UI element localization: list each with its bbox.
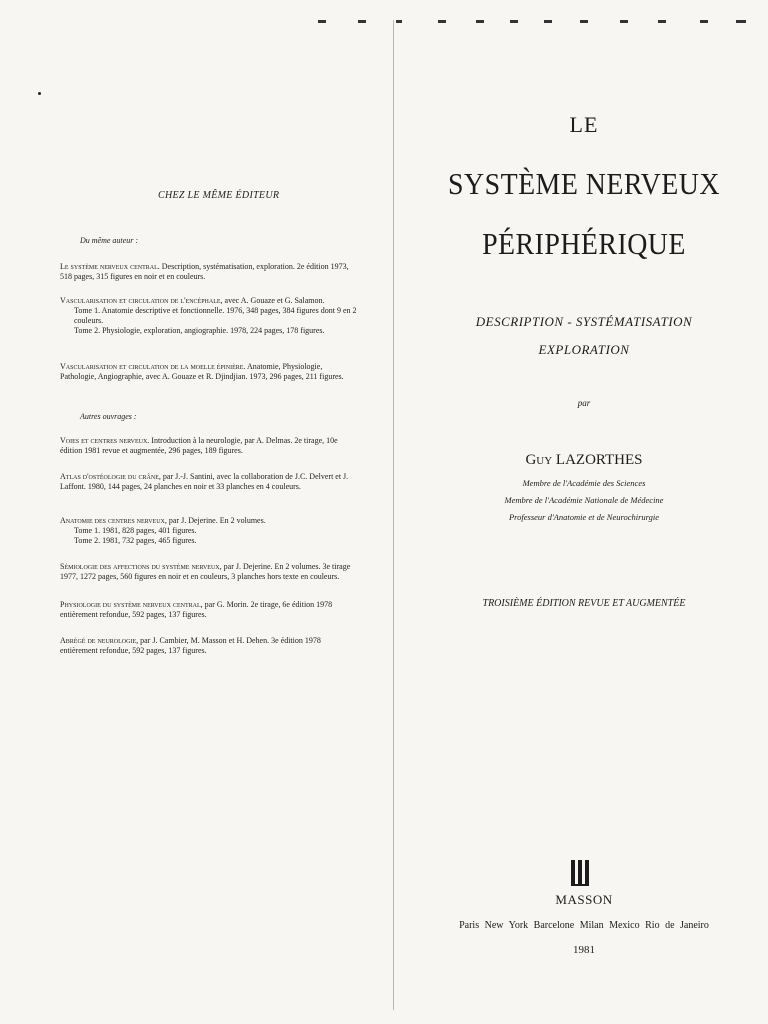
bibliography-entry: Vascularisation et circulation de l'encéphale, avec A. Gouaze et G. Salamon. Tome 1. Anatomie descriptive et fonctionnelle. 1976, 348 pages, 384 figures dont 9 en 2 couleurs. Tome 2. Physiologie, exploration, angiographie. 1978, 224 pages, 178 figures. — [60, 296, 357, 335]
scan-artifact — [620, 20, 628, 23]
scan-artifact — [396, 20, 402, 23]
by-label: par — [577, 398, 591, 408]
bibliography-entry: Voies et centres nerveux. Introduction à la neurologie, par A. Delmas. 2e tirage, 10e édition 1981 revue et augmentée, 296 pages, 189 figures. — [60, 436, 338, 455]
subtitle-line-2: EXPLORATION — [538, 342, 630, 357]
scan-artifact — [700, 20, 708, 23]
title-article: LE — [569, 112, 599, 137]
author-affiliation: Membre de l'Académie Nationale de Médecine — [504, 495, 664, 505]
scan-artifact — [544, 20, 552, 23]
scan-artifact — [476, 20, 484, 23]
scan-artifact — [318, 20, 326, 23]
other-works-subheading: Autres ouvrages : — [80, 412, 137, 421]
bibliography-entry: Physiologie du système nerveux central, par G. Morin. 2e tirage, 6e édition 1978 entièrement refondue, 592 pages, 137 figures. — [60, 600, 333, 619]
scan-artifact — [510, 20, 518, 23]
publisher-cities: Paris New York Barcelone Milan Mexico Rio de Janeiro — [459, 920, 709, 931]
edition-note: TROISIÈME ÉDITION REVUE ET AUGMENTÉE — [482, 598, 686, 609]
scan-artifact — [438, 20, 446, 23]
author-affiliation: Professeur d'Anatomie et de Neurochirurgie — [508, 512, 660, 522]
scan-artifact — [580, 20, 588, 23]
bibliography-entry: Le système nerveux central. Description, systématisation, exploration. 2e édition 1973, 518 pages, 315 figures en noir et en couleurs. — [60, 262, 349, 281]
author-affiliation: Membre de l'Académie des Sciences — [522, 478, 646, 488]
scan-artifact — [358, 20, 366, 23]
bibliography-entry: Anatomie des centres nerveux, par J. Dejerine. En 2 volumes. Tome 1. 1981, 828 pages, 401 figures. Tome 2. 1981, 732 pages, 465 figures. — [60, 516, 266, 545]
bibliography-entry: Atlas d'ostéologie du crâne, par J.-J. Santini, avec la collaboration de J.C. Delvert et J. Laffont. 1980, 144 pages, 24 planches en noir et 33 planches en 4 couleurs. — [60, 472, 349, 491]
author-name: Guy LAZORTHES — [525, 452, 643, 468]
subtitle-line-1: DESCRIPTION - SYSTÉMATISATION — [475, 314, 693, 329]
bibliography-entry: Sémiologie des affections du système nerveux, par J. Dejerine. En 2 volumes. 3e tirage 1977, 1272 pages, 560 figures en noir et en couleurs, 3 planches hors texte en couleurs. — [60, 562, 351, 581]
scan-artifact — [658, 20, 666, 23]
scan-artifact — [736, 20, 746, 23]
title-line-1: SYSTÈME NERVEUX — [448, 166, 720, 201]
bibliography-entry: Abrégé de neurologie, par J. Cambier, M. Masson et H. Dehen. 3e édition 1978 entièrement refondue, 592 pages, 137 figures. — [60, 636, 321, 655]
scan-speck — [38, 92, 41, 95]
same-author-subheading: Du même auteur : — [80, 236, 138, 245]
publication-year: 1981 — [573, 944, 595, 956]
publisher-list-heading: CHEZ LE MÊME ÉDITEUR — [158, 190, 280, 201]
publisher-logo-icon — [569, 858, 593, 888]
title-line-2: PÉRIPHÉRIQUE — [482, 226, 686, 261]
page-gutter — [393, 20, 394, 1010]
publisher-name: MASSON — [555, 892, 613, 907]
bibliography-entry: Vascularisation et circulation de la moelle épinière. Anatomie, Physiologie, Pathologie, Angiographie, avec A. Gouaze et R. Djindjian. 1973, 296 pages, 211 figures. — [60, 362, 344, 381]
